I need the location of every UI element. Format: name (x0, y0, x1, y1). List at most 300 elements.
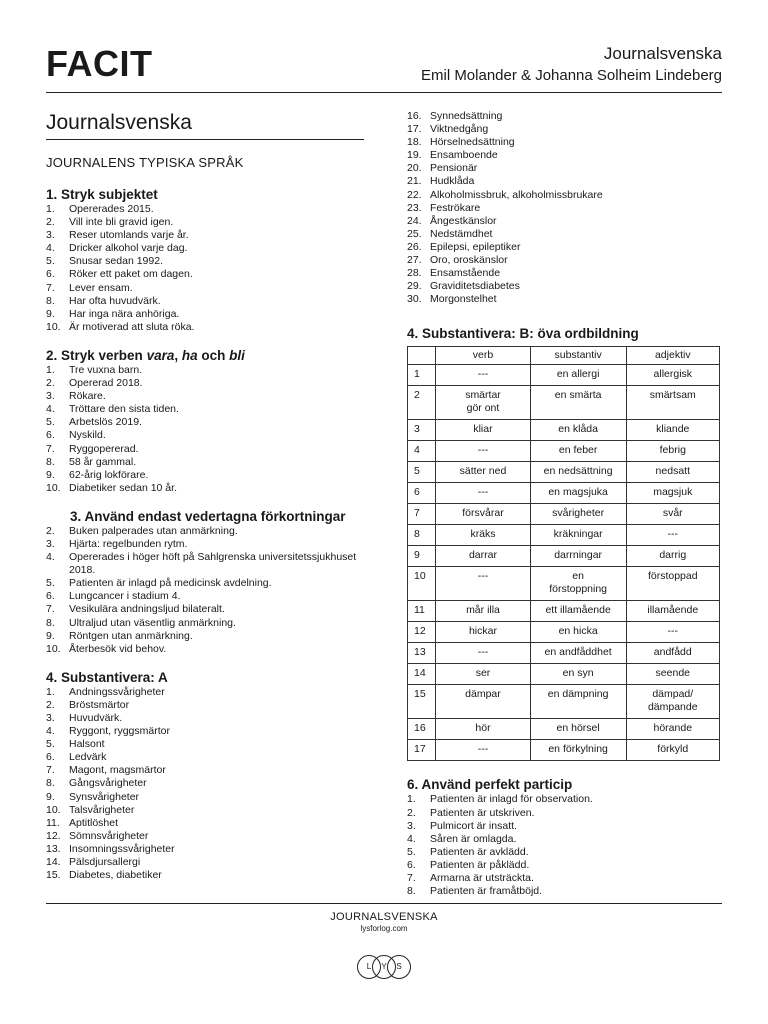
item-text: Viktnedgång (430, 123, 489, 136)
item-text: Dricker alkohol varje dag. (69, 242, 188, 255)
footer (0, 911, 768, 934)
item-number: 30. (407, 293, 422, 306)
item-text: Är motiverad att sluta röka. (69, 320, 195, 333)
item-text: Feströkare (430, 201, 481, 214)
list-item (46, 843, 364, 856)
list-item (46, 216, 364, 229)
item-text: Buken palperades utan anmärkning. (69, 524, 238, 537)
list-item (46, 643, 364, 656)
table-row (408, 740, 720, 761)
item-text: 58 år gammal. (69, 455, 137, 468)
item-text: Nyskild. (69, 429, 106, 442)
table-cell: 15 (408, 685, 436, 719)
list-item (407, 280, 722, 293)
item-text: Huvudvärk. (69, 712, 123, 724)
table-cell: 1 (408, 365, 436, 386)
item-text: Röker ett paket om dagen. (69, 268, 193, 281)
item-text: Epilepsi, epileptiker (430, 240, 521, 253)
table-row (408, 441, 720, 462)
item-number: 4. (46, 725, 55, 738)
item-number: 5. (407, 845, 416, 858)
item-text: Talsvårigheter (69, 803, 135, 816)
item-number: 7. (46, 442, 55, 455)
table-cell: darrningar (530, 546, 626, 567)
list-item (46, 255, 364, 268)
list-item (407, 846, 722, 859)
table-cell: darrig (626, 546, 719, 567)
table-cell: en klåda (530, 420, 626, 441)
table-cell: en förkylning (530, 740, 626, 761)
table-cell: 4 (408, 441, 436, 462)
item-text: Vill inte bli gravid igen. (69, 216, 174, 229)
table-row (408, 685, 720, 719)
item-number: 16. (407, 110, 422, 122)
list-item (46, 456, 364, 469)
item-text: Opererad 2018. (69, 377, 143, 390)
table-cell: en hicka (530, 622, 626, 643)
item-text: Morgonstelhet (430, 293, 497, 306)
item-text: Hudklåda (430, 175, 475, 188)
list-item (46, 617, 364, 630)
list-item (46, 416, 364, 429)
item-number: 6. (46, 268, 55, 281)
item-text: Röntgen utan anmärkning. (69, 629, 193, 642)
section-3-heading: 3. Använd endast vedertagna förkortningar (70, 508, 346, 524)
table-row (408, 546, 720, 567)
item-text: Reser utomlands varje år. (69, 229, 189, 242)
list-item (407, 149, 722, 162)
table-row (408, 525, 720, 546)
table-cell: allergisk (626, 365, 719, 386)
item-number: 2. (46, 524, 55, 537)
list-item (46, 390, 364, 403)
item-text: Diabetes, diabetiker (69, 869, 162, 882)
book-title: Journalsvenska (603, 44, 722, 63)
item-number: 5. (46, 577, 55, 590)
item-text: Lungcancer i stadium 4. (69, 590, 181, 603)
left-column (46, 110, 364, 882)
item-text: Tre vuxna barn. (69, 363, 143, 376)
list-item (46, 712, 364, 725)
item-number: 27. (407, 254, 422, 267)
item-text: Ensamboende (430, 149, 498, 162)
list-item (46, 686, 364, 699)
table-row (408, 483, 720, 504)
table-row (408, 567, 720, 601)
item-text: Graviditetsdiabetes (430, 280, 520, 293)
section-6-list (407, 793, 722, 898)
list-item (407, 293, 722, 306)
item-number: 1. (46, 685, 55, 698)
section-4b (407, 326, 722, 761)
item-number: 9. (46, 307, 55, 320)
item-number: 4. (46, 242, 55, 255)
table-cell: andfådd (626, 643, 719, 664)
table-row (408, 504, 720, 525)
item-number: 25. (407, 227, 422, 240)
table-cell: en förstoppning (530, 567, 626, 601)
item-text: Magont, magsmärtor (69, 764, 166, 777)
column-header: substantiv (530, 347, 626, 365)
item-text: Diabetiker sedan 10 år. (69, 481, 177, 494)
table-cell: 8 (408, 525, 436, 546)
list-item (46, 282, 364, 295)
item-text: Återbesök vid behov. (69, 642, 167, 655)
item-text: Har ofta huvudvärk. (69, 294, 161, 307)
table-cell: mår illa (436, 601, 530, 622)
item-text: Hjärta: regelbunden rytm. (69, 537, 188, 550)
table-cell: seende (626, 664, 719, 685)
table-row (408, 719, 720, 740)
table-cell: en syn (530, 664, 626, 685)
table-cell: 16 (408, 719, 436, 740)
item-text: Vesikulära andningsljud bilateralt. (69, 603, 225, 616)
item-number: 14. (46, 856, 61, 869)
list-item (407, 820, 722, 833)
table-row (408, 462, 720, 483)
item-number: 3. (46, 712, 55, 724)
table-cell: --- (626, 622, 719, 643)
list-item (46, 590, 364, 603)
section-4a-list-continued (407, 110, 722, 306)
list-item (407, 110, 722, 123)
table-cell: förkyld (626, 740, 719, 761)
item-number: 21. (407, 175, 422, 188)
table-row (408, 365, 720, 386)
list-item (46, 817, 364, 830)
item-text: Oro, oroskänslor (430, 254, 508, 267)
list-item (46, 777, 364, 790)
list-item (46, 525, 364, 538)
item-text: Alkoholmissbruk, alkoholmissbrukare (430, 188, 603, 201)
item-number: 2. (46, 377, 55, 390)
item-number: 1. (46, 203, 55, 215)
item-number: 13. (46, 842, 61, 855)
item-text: Aptitlöshet (69, 816, 119, 829)
table-cell: --- (626, 525, 719, 546)
item-text: Ångestkänslor (430, 214, 497, 227)
logo-letter-s: S (387, 955, 411, 979)
item-text: Synsvårigheter (69, 790, 140, 803)
item-number: 7. (46, 281, 55, 294)
item-text: Synnedsättning (430, 110, 503, 122)
table-cell: febrig (626, 441, 719, 462)
item-number: 7. (46, 603, 55, 616)
section-2-heading: 2. Stryk verben vara, ha och bli (46, 347, 245, 363)
item-number: 8. (407, 885, 416, 898)
item-number: 28. (407, 267, 422, 280)
footer-title: JOURNALSVENSKA (330, 911, 438, 923)
list-item (46, 869, 364, 882)
table-cell: nedsatt (626, 462, 719, 483)
table-cell: hickar (436, 622, 530, 643)
list-item (46, 603, 364, 616)
item-number: 4. (407, 832, 416, 845)
item-text: Pensionär (430, 162, 478, 175)
list-item (46, 551, 364, 577)
section-4a (46, 670, 364, 882)
item-number: 20. (407, 162, 422, 175)
item-number: 29. (407, 280, 422, 293)
item-number: 6. (407, 858, 416, 871)
item-text: Sömnsvårigheter (69, 829, 149, 842)
table-row (408, 420, 720, 441)
list-item (46, 804, 364, 817)
item-text: Pälsdjursallergi (69, 856, 141, 869)
column-header (408, 347, 436, 365)
item-text: Gångsvårigheter (69, 777, 147, 790)
list-item (46, 751, 364, 764)
list-item (46, 229, 364, 242)
list-item (46, 791, 364, 804)
item-number: 6. (46, 590, 55, 603)
item-text: Halsont (69, 738, 105, 751)
list-item (46, 482, 364, 495)
table-cell: 12 (408, 622, 436, 643)
item-number: 17. (407, 123, 422, 136)
table-cell: --- (436, 365, 530, 386)
table-cell: en allergi (530, 365, 626, 386)
list-item (46, 725, 364, 738)
section-1-heading: 1. Stryk subjektet (46, 187, 158, 202)
logo-letter-l: L (357, 955, 381, 979)
table-cell: ser (436, 664, 530, 685)
table-row (408, 643, 720, 664)
item-number: 8. (46, 777, 55, 790)
table-cell: 2 (408, 386, 436, 420)
list-item (46, 377, 364, 390)
table-cell: kräks (436, 525, 530, 546)
footer-divider (46, 903, 722, 904)
table-row (408, 664, 720, 685)
item-number: 3. (46, 537, 55, 550)
item-number: 3. (46, 229, 55, 242)
list-item (46, 364, 364, 377)
section-6 (407, 777, 722, 898)
item-text: Patienten är utskriven. (430, 806, 535, 819)
item-text: Ensamstående (430, 267, 501, 280)
item-text: Arbetslös 2019. (69, 416, 142, 429)
section-4a-heading: 4. Substantivera: A (46, 669, 168, 685)
section-6-heading: 6. Använd perfekt particip (407, 777, 573, 793)
table-row (408, 601, 720, 622)
list-item (46, 738, 364, 751)
section-2 (46, 348, 364, 495)
item-text: Har inga nära anhöriga. (69, 307, 180, 320)
item-text: Ledvärk (69, 751, 107, 764)
table-cell: 9 (408, 546, 436, 567)
item-text: Ryggopererad. (69, 442, 139, 455)
item-text: Såren är omlagda. (430, 832, 517, 845)
item-number: 6. (46, 429, 55, 442)
item-text: Rökare. (69, 390, 106, 403)
item-text: Bröstsmärtor (69, 698, 130, 711)
list-item (46, 443, 364, 456)
table-header-row (408, 347, 720, 365)
table-cell: --- (436, 441, 530, 462)
section-4a-list (46, 686, 364, 882)
list-item (407, 793, 722, 806)
table-cell: en hörsel (530, 719, 626, 740)
item-number: 2. (46, 216, 55, 229)
item-number: 10. (46, 320, 61, 333)
table-cell: en smärta (530, 386, 626, 420)
word-formation-table (407, 346, 720, 761)
table-cell: 11 (408, 601, 436, 622)
table-cell: hör (436, 719, 530, 740)
list-item (46, 699, 364, 712)
item-number: 1. (46, 363, 55, 376)
table-cell: hörande (626, 719, 719, 740)
item-number: 24. (407, 214, 422, 227)
list-item (407, 123, 722, 136)
list-item (46, 308, 364, 321)
table-cell: försvårar (436, 504, 530, 525)
table-cell: --- (436, 643, 530, 664)
table-cell: --- (436, 740, 530, 761)
logo-letter-y: Y (372, 955, 396, 979)
table-cell: 3 (408, 420, 436, 441)
item-number: 5. (46, 738, 55, 751)
item-number: 1. (407, 793, 416, 806)
document-title: Journalsvenska (46, 110, 364, 140)
header-block (421, 44, 722, 86)
item-number: 8. (46, 294, 55, 307)
item-number: 18. (407, 136, 422, 149)
item-number: 2. (46, 698, 55, 711)
table-cell: en dämpning (530, 685, 626, 719)
authors: Emil Molander & Johanna Solheim Lindeberg (420, 67, 722, 84)
table-cell: illamående (626, 601, 719, 622)
item-number: 4. (46, 403, 55, 416)
table-cell: smärtar gör ont (436, 386, 530, 420)
table-cell: 17 (408, 740, 436, 761)
table-cell: --- (436, 483, 530, 504)
column-header: adjektiv (626, 347, 719, 365)
item-number: 10. (46, 481, 61, 494)
lys-logo-icon (357, 955, 411, 979)
table-cell: 10 (408, 567, 436, 601)
item-number: 26. (407, 240, 422, 253)
table-cell: 5 (408, 462, 436, 483)
facit-label: FACIT (46, 43, 153, 84)
item-text: Patienten är avklädd. (430, 845, 529, 858)
table-cell: kräkningar (530, 525, 626, 546)
list-item (46, 538, 364, 551)
table-cell: 7 (408, 504, 436, 525)
table-row (408, 622, 720, 643)
item-number: 7. (46, 764, 55, 777)
list-item (407, 202, 722, 215)
table-cell: sätter ned (436, 462, 530, 483)
item-text: Insomningssvårigheter (69, 842, 175, 855)
list-item (46, 630, 364, 643)
list-item (407, 254, 722, 267)
section-4b-heading: 4. Substantivera: B: öva ordbildning (407, 326, 639, 342)
item-text: Lever ensam. (69, 281, 133, 294)
item-number: 8. (46, 455, 55, 468)
list-item (46, 429, 364, 442)
item-number: 7. (407, 871, 416, 884)
table-cell: kliande (626, 420, 719, 441)
section-2-list (46, 364, 364, 495)
list-item (46, 268, 364, 281)
list-item (407, 807, 722, 820)
item-text: Opererades 2015. (69, 203, 154, 215)
table-cell: dämpad/ dämpande (626, 685, 719, 719)
list-item (46, 403, 364, 416)
table-cell: svårigheter (530, 504, 626, 525)
list-item (46, 469, 364, 482)
item-number: 3. (46, 390, 55, 403)
table-cell: 6 (408, 483, 436, 504)
item-text: Patienten är inlagd på medicinsk avdelning. (69, 577, 272, 590)
list-item (407, 215, 722, 228)
list-item (46, 242, 364, 255)
item-text: Andningssvårigheter (69, 685, 165, 698)
list-item (46, 321, 364, 334)
list-item (46, 856, 364, 869)
list-item (46, 830, 364, 843)
item-text: Snusar sedan 1992. (69, 255, 163, 268)
table-cell: kliar (436, 420, 530, 441)
table-row (408, 386, 720, 420)
table-cell: 14 (408, 664, 436, 685)
list-item (407, 241, 722, 254)
item-text: Patienten är inlagd för observation. (430, 793, 593, 806)
document-subtitle: JOURNALENS TYPISKA SPRÅK (46, 155, 244, 170)
table-cell: smärtsam (626, 386, 719, 420)
list-item (407, 267, 722, 280)
item-number: 23. (407, 201, 422, 214)
table-cell: darrar (436, 546, 530, 567)
header-divider (46, 92, 722, 93)
item-number: 10. (46, 803, 61, 816)
table-cell: ett illamående (530, 601, 626, 622)
item-number: 5. (46, 255, 55, 268)
column-header: verb (436, 347, 530, 365)
item-number: 9. (46, 629, 55, 642)
right-column (407, 110, 722, 898)
section-1-list (46, 203, 364, 334)
item-text: Tröttare den sista tiden. (69, 403, 179, 416)
item-number: 12. (46, 829, 61, 842)
list-item (407, 833, 722, 846)
list-item (46, 203, 364, 216)
item-text: Pulmicort är insatt. (430, 819, 517, 832)
table-cell: 13 (408, 643, 436, 664)
list-item (46, 295, 364, 308)
list-item (407, 872, 722, 885)
list-item (407, 136, 722, 149)
item-text: Armarna är utsträckta. (430, 871, 534, 884)
item-number: 3. (407, 819, 416, 832)
table-cell: --- (436, 567, 530, 601)
item-number: 10. (46, 642, 61, 655)
list-item (407, 228, 722, 241)
list-item (407, 859, 722, 872)
table-cell: en nedsättning (530, 462, 626, 483)
item-text: Patienten är framåtböjd. (430, 885, 543, 898)
item-number: 2. (407, 806, 416, 819)
item-text: Ultraljud utan väsentlig anmärkning. (69, 616, 236, 629)
list-item (407, 162, 722, 175)
item-number: 8. (46, 616, 55, 629)
item-number: 11. (46, 816, 60, 829)
item-number: 9. (46, 468, 55, 481)
table-cell: en magsjuka (530, 483, 626, 504)
table-cell: förstoppad (626, 567, 719, 601)
